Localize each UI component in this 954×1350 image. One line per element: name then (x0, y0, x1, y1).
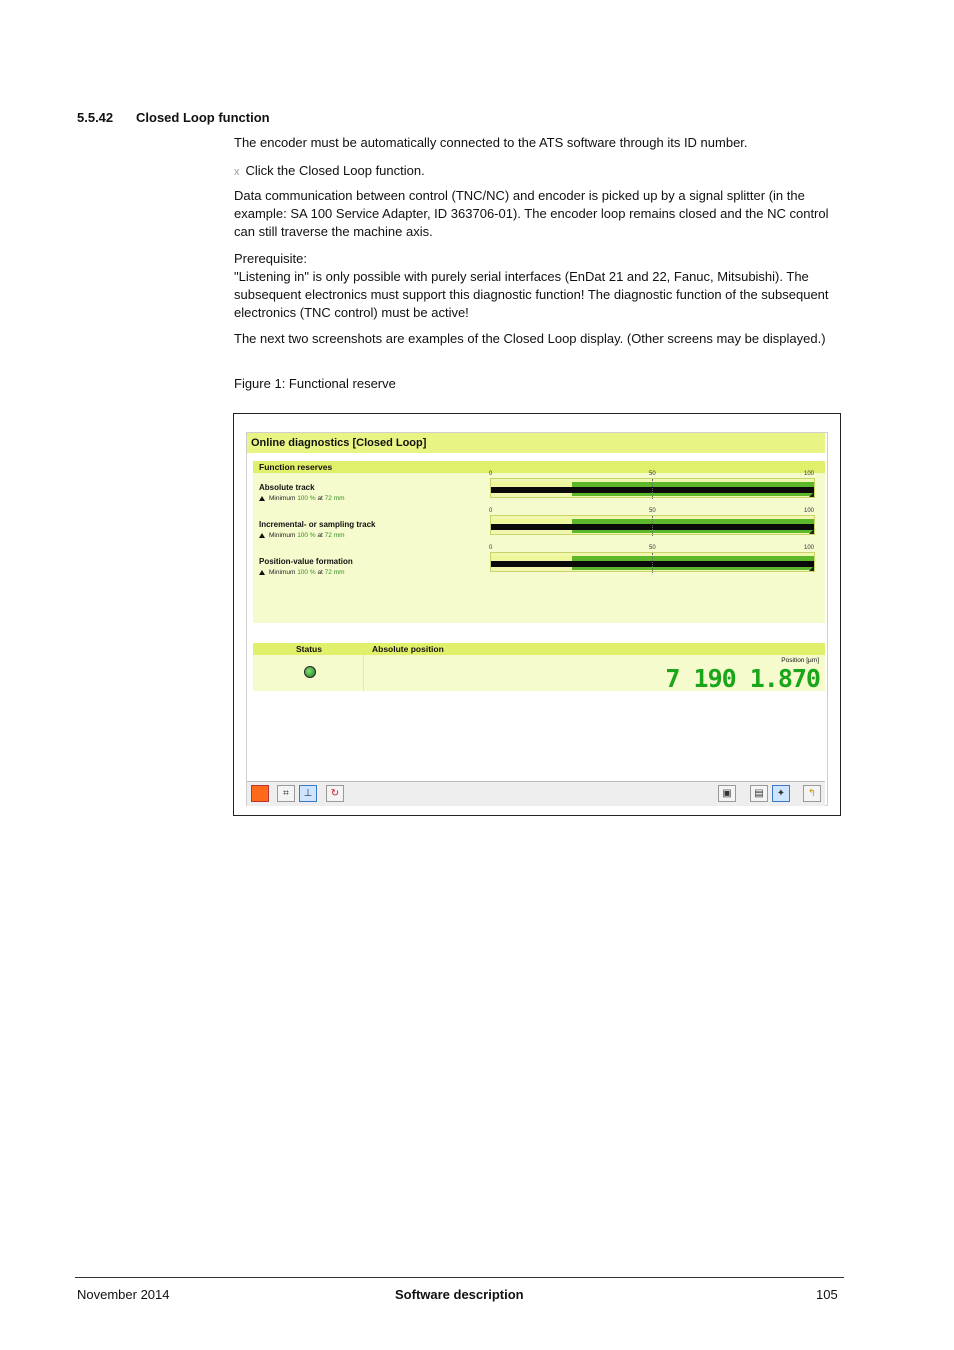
min-at: at (317, 495, 323, 502)
scale-0: 0 (489, 545, 493, 551)
min-prefix: Minimum (269, 569, 296, 576)
bar-light-fill (491, 556, 572, 560)
min-at: at (317, 532, 323, 539)
chart-axes-icon[interactable]: ⊥ (299, 785, 317, 802)
bottom-toolbar (247, 781, 825, 806)
up-triangle-icon (259, 533, 265, 538)
bullet-marker: x (234, 166, 240, 178)
paragraph-screenshots (234, 330, 844, 348)
row-label-incremental-track: Incremental- or sampling track (259, 520, 376, 529)
scale-100: 100 (804, 471, 815, 477)
status-led-icon (304, 666, 316, 678)
paragraph-text: The next two screenshots are examples of the Closed Loop display. (Other screens may be displayed.) (234, 331, 826, 346)
paragraph-text: "Listening in" is only possible with purely serial interfaces (EnDat 21 and 22, Fanuc, Mitsubishi). The subsequent electronics must support this diagnostic function! The diagnostic function of the subsequent electronics (TNC control) must be active! (234, 269, 829, 320)
row-minimum (259, 532, 345, 539)
figure-caption (234, 375, 844, 393)
paragraph-text: The encoder must be automatically connected to the ATS software through its ID number. (234, 135, 748, 150)
bar-midline (652, 516, 654, 536)
row-label-absolute-track: Absolute track (259, 483, 315, 492)
bar-corner-icon (809, 566, 814, 571)
min-value: 100 % (297, 532, 316, 539)
position-unit-label: Position [µm] (781, 657, 819, 664)
save-icon[interactable]: ▣ (718, 785, 736, 802)
bar-light-fill (491, 482, 572, 486)
min-at-value: 72 mm (324, 495, 345, 502)
bar-corner-icon (809, 492, 814, 497)
function-reserves-area (253, 473, 825, 623)
panel-title: Online diagnostics [Closed Loop] (247, 433, 825, 453)
min-value: 100 % (297, 569, 316, 576)
footer-title: Software description (395, 1287, 524, 1302)
up-triangle-icon (259, 496, 265, 501)
scale-0: 0 (489, 471, 493, 477)
report-icon[interactable]: ▤ (750, 785, 768, 802)
bar-midline (652, 479, 654, 499)
function-reserves-header: Function reserves (253, 461, 825, 473)
signal-icon[interactable]: ✦ (772, 785, 790, 802)
scale-50: 50 (649, 545, 656, 551)
reserve-bar (490, 478, 815, 498)
bar-light-fill (491, 519, 572, 523)
up-triangle-icon (259, 570, 265, 575)
refresh-icon[interactable]: ↻ (326, 785, 344, 802)
paragraph-text: Data communication between control (TNC/NC) and encoder is picked up by a signal splitter (in the example: SA 100 Service Adapter, ID 363706-01). The encoder loop remains closed and the NC control can still traverse the machine axis. (234, 188, 829, 239)
paragraph-text: Prerequisite: (234, 251, 307, 266)
footer-date: November 2014 (77, 1287, 170, 1302)
row-minimum (259, 569, 345, 576)
paragraph-data-communication (234, 187, 844, 241)
footer-divider (75, 1277, 844, 1278)
min-at-value: 72 mm (324, 569, 345, 576)
row-minimum (259, 495, 345, 502)
caption-text: Figure 1: Functional reserve (234, 376, 396, 391)
paragraph-prerequisite (234, 250, 844, 322)
reserve-bar (490, 515, 815, 535)
min-at: at (317, 569, 323, 576)
exit-icon[interactable]: ↰ (803, 785, 821, 802)
reserve-bar (490, 552, 815, 572)
section-number: 5.5.42 (77, 110, 114, 125)
scale-50: 50 (649, 471, 656, 477)
status-header (253, 643, 825, 655)
scale-0: 0 (489, 508, 493, 514)
bullet-item (234, 162, 844, 181)
status-column (253, 655, 364, 691)
scale-50: 50 (649, 508, 656, 514)
stop-icon[interactable] (251, 785, 269, 802)
bullet-text: Click the Closed Loop function. (245, 163, 425, 178)
min-prefix: Minimum (269, 532, 296, 539)
scale-100: 100 (804, 545, 815, 551)
online-diagnostics-panel (246, 432, 828, 806)
min-value: 100 % (297, 495, 316, 502)
bar-corner-icon (809, 529, 814, 534)
min-prefix: Minimum (269, 495, 296, 502)
min-at-value: 72 mm (324, 532, 345, 539)
grid-icon[interactable]: ⌗ (277, 785, 295, 802)
status-label: Status (296, 644, 322, 654)
row-label-position-value: Position-value formation (259, 557, 353, 566)
section-title: Closed Loop function (136, 110, 270, 125)
position-readout: 7 190 1.870 (665, 664, 820, 693)
paragraph-intro (234, 134, 844, 152)
page-number: 105 (816, 1287, 838, 1302)
bar-midline (652, 553, 654, 573)
scale-100: 100 (804, 508, 815, 514)
closed-loop-screenshot (233, 413, 841, 816)
status-area (253, 655, 825, 691)
absolute-position-label: Absolute position (372, 644, 444, 654)
